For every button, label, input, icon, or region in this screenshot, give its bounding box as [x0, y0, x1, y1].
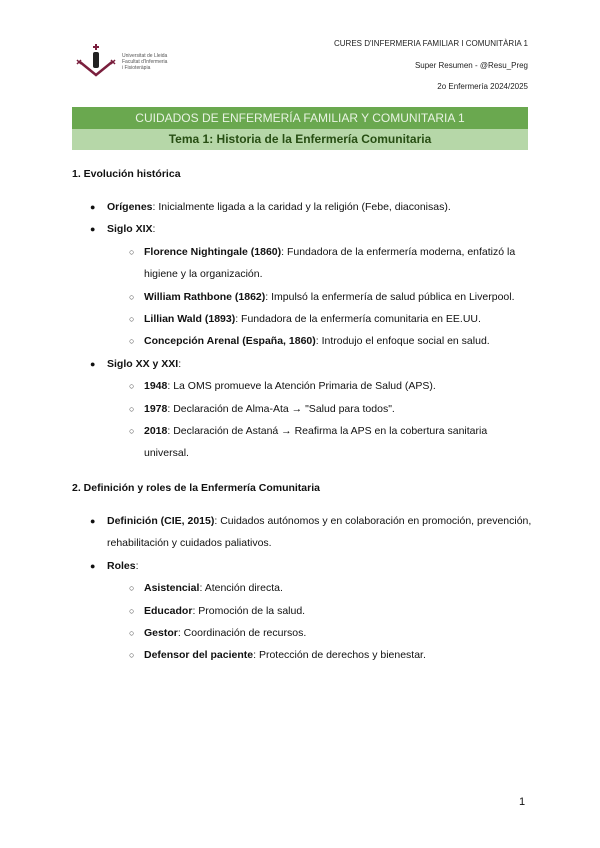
item-text: :	[178, 357, 182, 370]
list-item	[72, 555, 532, 667]
list-item	[72, 510, 532, 555]
sub-list-item	[72, 600, 532, 622]
author-line: Super Resumen - @Resu_Preg	[414, 61, 528, 70]
item-term: 1948	[144, 380, 168, 393]
logo-line: Universitat de Lleida	[122, 53, 168, 59]
sub-list	[107, 577, 532, 667]
item-text: : Promoción de la salud.	[192, 604, 306, 617]
item-text: : Introdujo el enfoque social en salud.	[315, 335, 490, 348]
item-term: Gestor	[144, 626, 178, 639]
year-line: 2o Enfermería 2024/2025	[437, 82, 528, 91]
list-item	[72, 353, 532, 465]
page-number: 1	[519, 796, 526, 808]
item-term: Orígenes	[107, 201, 153, 213]
item-text: :	[152, 223, 156, 236]
item-term: Florence Nightingale (1860)	[144, 245, 282, 258]
item-text: : Fundadora de la enfermería moderna, enfatizó la higiene y la organización.	[144, 245, 516, 281]
circle-bullet-icon: ○	[129, 627, 135, 638]
sub-list-item	[72, 398, 532, 420]
item-term: Concepción Arenal (España, 1860)	[144, 335, 316, 348]
document-subtitle: Tema 1: Historia de la Enfermería Comunitaria	[72, 129, 528, 150]
item-term: William Rathbone (1862)	[144, 290, 266, 303]
logo-line: Facultat d'Infermeria	[122, 59, 168, 65]
section-heading: 2. Definición y roles de la Enfermería Comunitaria	[72, 481, 320, 494]
sub-list-item	[72, 644, 532, 666]
circle-bullet-icon: ○	[129, 426, 135, 437]
sub-list-item	[72, 420, 532, 465]
circle-bullet-icon: ○	[129, 650, 135, 661]
item-term: 1978	[144, 402, 168, 415]
list-item	[72, 218, 532, 352]
sub-list-item	[72, 308, 532, 330]
item-term: Lillian Wald (1893)	[144, 313, 236, 326]
sub-list	[107, 375, 532, 465]
list-item	[72, 196, 532, 218]
sub-list	[107, 241, 532, 353]
logo-line: i Fisioteràpia	[122, 65, 151, 71]
bullet-icon: ●	[90, 358, 96, 369]
document-title: CUIDADOS DE ENFERMERÍA FAMILIAR Y COMUNITARIA 1	[72, 107, 528, 129]
circle-bullet-icon: ○	[129, 381, 135, 392]
logo-text	[122, 53, 167, 71]
item-text: : Declaración de Astaná → Reafirma la APS en la cobertura sanitaria universal.	[144, 425, 488, 460]
sub-list-item	[72, 577, 532, 599]
item-text: : Atención directa.	[199, 582, 283, 595]
item-term: Definición (CIE, 2015)	[107, 514, 215, 527]
circle-bullet-icon: ○	[129, 336, 135, 347]
bullet-list	[72, 510, 532, 667]
sub-list-item	[72, 375, 532, 397]
item-text: : Impulsó la enfermería de salud pública en Liverpool.	[265, 290, 515, 303]
item-term: Educador	[144, 604, 193, 617]
circle-bullet-icon: ○	[129, 246, 135, 257]
circle-bullet-icon: ○	[129, 605, 135, 616]
circle-bullet-icon: ○	[129, 583, 135, 594]
bullet-icon: ●	[90, 202, 96, 212]
item-text: : Fundadora de la enfermería comunitaria en EE.UU.	[235, 313, 481, 326]
item-text: : La OMS promueve la Atención Primaria de Salud (APS).	[167, 380, 436, 393]
item-text: : Inicialmente ligada a la caridad y la religión (Febe, diaconisas).	[152, 201, 451, 213]
item-term: 2018	[144, 425, 168, 438]
course-name: CURES D'INFERMERIA FAMILIAR I COMUNITÀRIA 1	[334, 39, 528, 48]
item-term: Siglo XX y XXI	[107, 357, 179, 370]
item-term: Asistencial	[144, 582, 200, 595]
bullet-icon: ●	[90, 224, 96, 235]
item-term: Siglo XIX	[107, 223, 153, 236]
item-text: : Cuidados autónomos y en colaboración en promoción, prevención, rehabilitación y cuidados paliativos.	[107, 514, 532, 550]
bullet-icon: ●	[90, 560, 96, 571]
item-term: Defensor del paciente	[144, 649, 254, 662]
item-term: Roles	[107, 559, 136, 572]
section-heading: 1. Evolución histórica	[72, 168, 181, 180]
document-body	[72, 163, 532, 679]
item-text: :	[135, 559, 139, 572]
university-crest-icon	[74, 42, 124, 78]
circle-bullet-icon: ○	[129, 314, 135, 325]
item-text: : Declaración de Alma-Ata → "Salud para todos".	[167, 402, 395, 415]
bullet-icon: ●	[90, 515, 96, 526]
item-text: : Coordinación de recursos.	[177, 626, 307, 639]
sub-list-item	[72, 286, 532, 308]
sub-list-item	[72, 241, 532, 286]
item-text: : Protección de derechos y bienestar.	[253, 649, 426, 662]
sub-list-item	[72, 330, 532, 352]
bullet-list	[72, 196, 532, 465]
circle-bullet-icon: ○	[129, 291, 135, 302]
sub-list-item	[72, 622, 532, 644]
circle-bullet-icon: ○	[129, 403, 135, 414]
